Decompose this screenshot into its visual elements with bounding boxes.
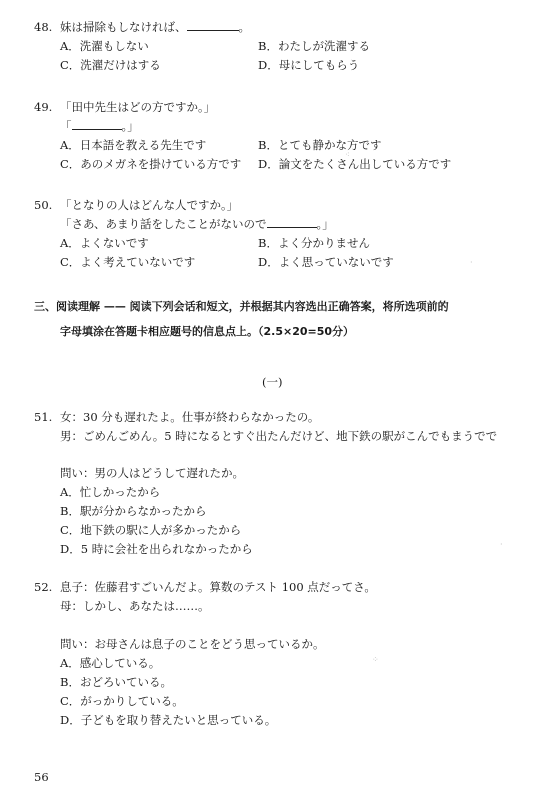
q48-stem (60, 20, 250, 34)
q52-number: 52. (34, 580, 53, 594)
passage-label: (一) (262, 375, 283, 389)
q51-option-b: B．駅が分からなかったから (60, 504, 207, 518)
q48-blank (187, 20, 239, 31)
q51-dialogue-line2: 男：ごめんごめん。5 時になるとすぐ出たんだけど、地下鉄の駅がこんでもまうでで (60, 429, 498, 443)
q51-number: 51. (34, 410, 53, 424)
q52-question: 問い：お母さんは息子のことをどう思っているか。 (60, 637, 325, 651)
q48-stem-end: 。 (238, 20, 250, 34)
q52-option-a: A．感心している。 (60, 656, 161, 670)
q50-option-a: A．よくないです (60, 236, 149, 250)
q49-option-b: B．とても静かな方です (258, 138, 382, 152)
q49-reply-open: 「 (60, 119, 72, 133)
q52-option-b: B．おどろいている。 (60, 675, 172, 689)
q50-reply-close: 。」 (316, 217, 334, 231)
scan-mark: ⁘ (372, 655, 379, 664)
scan-mark: ⁖ (345, 150, 350, 159)
q49-reply-close: 。」 (121, 119, 139, 133)
q48-number: 48. (34, 20, 53, 34)
section3-instruction: 字母填涂在答题卡相应题号的信息点上。（2.5×20=50分） (60, 325, 355, 338)
scan-mark: · (500, 540, 503, 549)
q49-reply (60, 119, 139, 133)
q50-reply-text: 「さあ、あまり話をしたことがないので (60, 217, 267, 231)
q49-option-a: A．日本語を教える先生です (60, 138, 207, 152)
q50-stem: 「となりの人はどんな人ですか。」 (60, 198, 239, 212)
q51-option-d: D．5 時に会社を出られなかったから (60, 542, 253, 556)
q48-option-b: B．わたしが洗濯する (258, 39, 370, 53)
q50-reply (60, 217, 334, 231)
q48-option-a: A．洗濯もしない (60, 39, 149, 53)
q50-option-c: C．よく考えていないです (60, 255, 196, 269)
q51-question: 問い：男の人はどうして遅れたか。 (60, 466, 244, 480)
q52-dialogue-line2: 母：しかし、あなたは……。 (60, 599, 210, 613)
q49-stem: 「田中先生はどの方ですか。」 (60, 100, 216, 114)
q51-dialogue-line1: 女：30 分も遅れたよ。仕事が終わらなかったの。 (60, 410, 320, 424)
q50-option-d: D．よく思っていないです (258, 255, 394, 269)
q49-option-d: D．論文をたくさん出している方です (258, 157, 452, 171)
q52-option-d: D．子どもを取り替えたいと思っている。 (60, 713, 277, 727)
q52-dialogue-line1: 息子：佐藤君すごいんだよ。算数のテスト 100 点だってさ。 (60, 580, 376, 594)
q50-blank (267, 217, 317, 228)
q49-number: 49. (34, 100, 53, 114)
q49-blank (72, 119, 122, 130)
q48-option-c: C．洗濯だけはする (60, 58, 161, 72)
q52-option-c: C．がっかりしている。 (60, 694, 184, 708)
page-number: 56 (34, 770, 49, 784)
q50-number: 50. (34, 198, 53, 212)
q48-stem-text: 妹は掃除もしなければ、 (60, 20, 187, 34)
q48-option-d: D．母にしてもらう (258, 58, 360, 72)
q50-option-b: B．よく分かりません (258, 236, 370, 250)
q51-option-c: C．地下鉄の駅に人が多かったから (60, 523, 242, 537)
section3-heading: 三、阅读理解 —— 阅读下列会话和短文，并根据其内容选出正确答案，将所选项前的 (34, 300, 449, 313)
q51-option-a: A．忙しかったから (60, 485, 161, 499)
q49-option-c: C．あのメガネを掛けている方です (60, 157, 242, 171)
scan-mark: · (470, 258, 473, 267)
